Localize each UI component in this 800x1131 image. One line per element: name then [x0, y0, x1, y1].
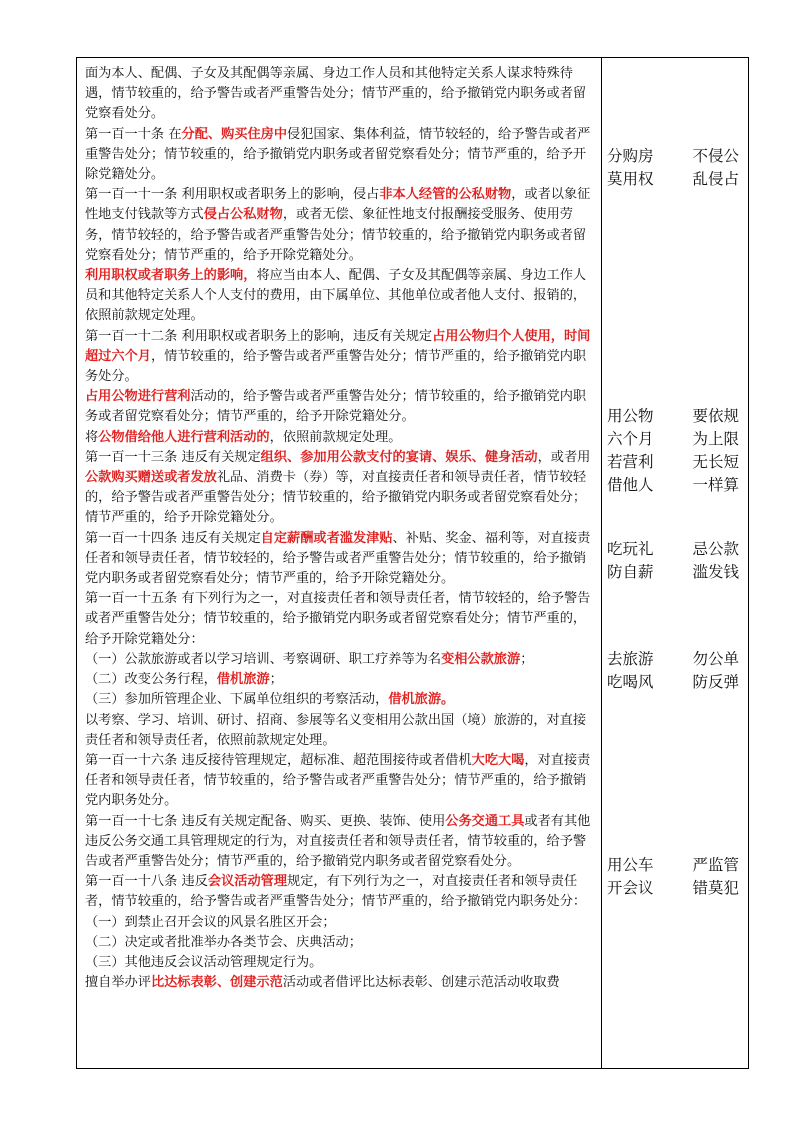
- highlighted-text: 大吃大喝: [471, 752, 525, 768]
- summary-phrase: 去旅游: [607, 650, 654, 668]
- body-text: ，或者以象征性地支付钱款等方式: [85, 187, 591, 223]
- summary-phrase: 滥发钱: [692, 563, 739, 581]
- regulation-paragraph: [85, 953, 595, 973]
- summary-block: [607, 145, 747, 191]
- regulation-paragraph: [85, 387, 595, 427]
- regulation-paragraph: [85, 448, 595, 529]
- body-text: 第一百一十一条 利用职权或者职务上的影响，侵占: [85, 187, 380, 203]
- summary-line: [607, 877, 739, 900]
- body-text: 第一百一十三条 违反有关规定: [85, 449, 261, 465]
- body-text: 第一百一十七条 违反有关规定配备、购买、更换、装饰、使用: [85, 813, 446, 829]
- summary-phrase: 莫用权: [607, 170, 654, 188]
- summary-line: [607, 854, 739, 877]
- body-text: ；: [269, 672, 283, 688]
- summary-phrase: 六个月: [607, 430, 654, 448]
- summary-phrase: 用公物: [607, 407, 654, 425]
- summary-phrase: 开会议: [607, 879, 654, 897]
- regulation-paragraph: [85, 751, 595, 812]
- regulation-paragraph: [85, 64, 595, 125]
- highlighted-text: 占用公物进行营利: [85, 389, 191, 405]
- summary-phrase: 错莫犯: [692, 879, 739, 897]
- body-text: （三）参加所管理企业、下属单位组织的考察活动，: [85, 692, 389, 708]
- summary-line: [607, 561, 739, 584]
- summary-phrase: 无长短: [692, 453, 739, 471]
- summary-line: [607, 145, 739, 168]
- regulation-text-column: [85, 64, 595, 993]
- summary-phrase: 不侵公: [692, 147, 739, 165]
- regulation-paragraph: [85, 650, 595, 670]
- regulation-paragraph: [85, 933, 595, 953]
- body-text: ，情节较重的，给予警告或者严重警告处分；情节严重的，给予撤销党内职务处分。: [85, 348, 587, 385]
- highlighted-text: 公务交通工具: [445, 813, 525, 829]
- body-text: 第一百一十五条 有下列行为之一，对直接责任者和领导责任者，情节较轻的，给予警告或者严重警告处分；情节较重的，给予撤销党内职务或者留党察看处分；情节严重的，给予开除党籍处分：: [85, 591, 591, 647]
- body-text: 活动的，给予警告或者严重警告处分；情节较重的，给予撤销党内职务或者留党察看处分；情节严重的，给予开除党籍处分。: [85, 389, 587, 425]
- body-text: ；: [520, 651, 534, 667]
- regulation-paragraph: [85, 428, 595, 448]
- summary-phrase: 防反弹: [692, 673, 739, 691]
- highlighted-text: 侵占公私财物: [203, 207, 283, 223]
- regulation-paragraph: [85, 125, 595, 186]
- body-text: 、补贴、奖金、福利等，对直接责任者和领导责任者，情节较轻的，给予警告或者严重警告处分；情节较重的，给予撤销党内职务或者留党察看处分；情节严重的，给予开除党籍处分。: [85, 530, 591, 587]
- highlighted-text: 自定薪酬或者滥发津贴: [260, 530, 393, 546]
- summary-block: [607, 538, 747, 584]
- summary-phrase: 要依规: [692, 407, 739, 425]
- regulation-paragraph: [85, 266, 595, 327]
- body-text: ，对直接责任者和领导责任者，情节较重的，给予警告或者严重警告处分；情节严重的，给予撤销党内职务处分。: [85, 752, 591, 809]
- regulation-paragraph: [85, 529, 595, 590]
- summary-line: [607, 648, 739, 671]
- regulation-table: [76, 57, 749, 1069]
- summary-phrase: 为上限: [692, 430, 739, 448]
- regulation-paragraph: [85, 872, 595, 912]
- summary-line: [607, 538, 739, 561]
- summary-phrase: 若营利: [607, 453, 654, 471]
- regulation-paragraph: [85, 690, 595, 710]
- body-text: 将: [85, 429, 99, 445]
- body-text: 或者有其他违反公务交通工具管理规定的行为，对直接责任者和领导责任者，情节较重的，给予警告或者严重警告处分；情节严重的，给予撤销党内职务或者留党察看处分。: [85, 813, 591, 869]
- highlighted-text: 会议活动管理: [207, 874, 288, 890]
- highlighted-text: 借机旅游。: [388, 692, 455, 708]
- highlighted-text: 占用公物归个人使用，时间超过六个月: [85, 328, 591, 364]
- summary-line: [607, 671, 739, 694]
- body-text: （一）公款旅游或者以学习培训、考察调研、职工疗养等为名: [85, 651, 442, 667]
- highlighted-text: 利用职权或者职务上的影响，: [85, 268, 257, 284]
- body-text: ，或者用: [537, 449, 591, 465]
- regulation-paragraph: [85, 973, 595, 993]
- body-text: （二）改变公务行程，: [85, 672, 217, 688]
- regulation-paragraph: [85, 670, 595, 690]
- body-text: 以考察、学习、培训、研讨、招商、参展等名义变相用公款出国（境）旅游的，对直接责任者和领导责任者，依照前款规定处理。: [85, 712, 587, 748]
- column-divider: [601, 58, 602, 1068]
- summary-phrase: 防自薪: [607, 563, 654, 581]
- summary-phrase: 吃喝风: [607, 673, 654, 691]
- body-text: 第一百一十六条 违反接待管理规定，超标准、超范围接待或者借机: [85, 752, 472, 768]
- summary-block: [607, 648, 747, 694]
- summary-line: [607, 428, 739, 451]
- summary-block: [607, 854, 747, 900]
- summary-line: [607, 474, 739, 497]
- summary-phrase: 一样算: [692, 476, 739, 494]
- summary-phrase: 分购房: [607, 147, 654, 165]
- regulation-paragraph: [85, 812, 595, 873]
- highlighted-text: 组织、参加用公款支付的宴请、娱乐、健身活动: [260, 449, 538, 465]
- summary-block: [607, 405, 747, 497]
- highlighted-text: 分配、购买住房中: [181, 126, 288, 142]
- regulation-paragraph: [85, 185, 595, 266]
- body-text: 第一百一十二条 利用职权或者职务上的影响，违反有关规定: [85, 328, 433, 344]
- summary-phrase: 借他人: [607, 476, 654, 494]
- regulation-paragraph: [85, 711, 595, 751]
- body-text: ，依照前款规定处理。: [269, 429, 402, 445]
- summary-phrase: 严监管: [692, 856, 739, 874]
- body-text: 面为本人、配偶、子女及其配偶等亲属、身边工作人员和其他特定关系人谋求特殊待遇，情节较重的，给予警告或者严重警告处分；情节严重的，给予撤销党内职务或者留党察看处分。: [85, 66, 587, 122]
- summary-phrase: 勿公单: [692, 650, 739, 668]
- body-text: 擅自举办评: [85, 975, 151, 991]
- regulation-paragraph: [85, 327, 595, 388]
- summary-line: [607, 168, 739, 191]
- summary-phrase: 用公车: [607, 856, 654, 874]
- body-text: 将应当由本人、配偶、子女及其配偶等亲属、身边工作人员和其他特定关系人个人支付的费用，由下属单位、其他单位或者他人支付、报销的，依照前款规定处理。: [85, 268, 587, 324]
- highlighted-text: 公物借给他人进行营利活动的: [98, 429, 270, 445]
- body-text: 活动或者借评比达标表彰、创建示范活动收取费: [282, 975, 560, 991]
- regulation-paragraph: [85, 913, 595, 933]
- body-text: （二）决定或者批准举办各类节会、庆典活动；: [85, 934, 362, 950]
- body-text: ，或者无偿、象征性地支付报酬接受服务、使用劳务，情节较轻的，给予警告或者严重警告处分；情节较重的，给予撤销党内职务或者留党察看处分；情节严重的，给予开除党籍处分。: [85, 207, 587, 263]
- body-text: 礼品、消费卡（券）等，对直接责任者和领导责任者，情节较轻的，给予警告或者严重警告处分；情节较重的，给予撤销党内职务或者留党察看处分；情节严重的，给予开除党籍处分。: [85, 470, 587, 526]
- summary-phrase: 乱侵占: [692, 170, 739, 188]
- highlighted-text: 变相公款旅游: [441, 651, 521, 667]
- summary-line: [607, 451, 739, 474]
- body-text: 第一百一十四条 违反有关规定: [85, 530, 261, 546]
- body-text: 第一百一十八条 违反: [85, 874, 208, 890]
- highlighted-text: 借机旅游: [216, 672, 270, 688]
- body-text: （三）其他违反会议活动管理规定行为。: [85, 954, 323, 970]
- body-text: 规定，有下列行为之一，对直接责任者和领导责任者，情节较重的，给予警告或者严重警告处分；情节严重的，给予撤销党内职务处分：: [85, 874, 587, 910]
- regulation-paragraph: [85, 589, 595, 650]
- body-text: 侵犯国家、集体利益，情节较轻的，给予警告或者严重警告处分；情节较重的，给予撤销党内职务或者留党察看处分；情节严重的，给予开除党籍处分。: [85, 126, 591, 183]
- body-text: 第一百一十条 在: [85, 126, 182, 142]
- highlighted-text: 非本人经管的公私财物: [379, 187, 512, 203]
- summary-phrase: 吃玩礼: [607, 540, 654, 558]
- body-text: （一）到禁止召开会议的风景名胜区开会；: [85, 914, 336, 930]
- summary-line: [607, 405, 739, 428]
- highlighted-text: 公款购买赠送或者发放: [85, 470, 217, 486]
- summary-phrase: 忌公款: [692, 540, 739, 558]
- highlighted-text: 比达标表彰、创建示范: [150, 975, 283, 991]
